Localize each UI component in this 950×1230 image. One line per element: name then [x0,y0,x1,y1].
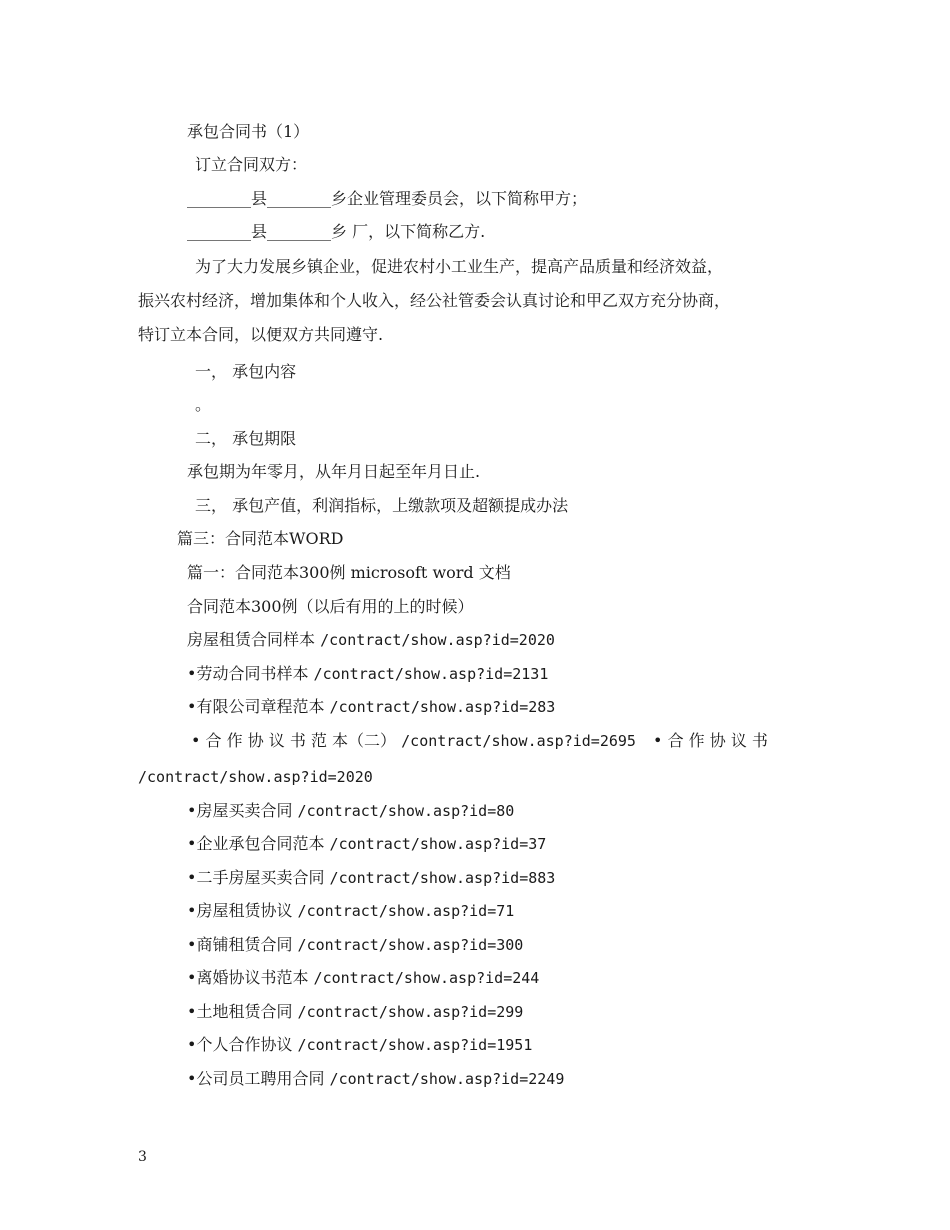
purpose-line-1: 为了大力发展乡镇企业，促进农村小工业生产，提高产品质量和经济效益， [195,257,724,276]
collection-title: 合同范本300例（以后有用的上的时候） [187,597,474,616]
list-item-url[interactable]: /contract/show.asp?id=244 [313,969,540,987]
list-item-label: • 合 作 协 议 书 范 本（二） [191,731,397,750]
list-item [191,730,768,752]
list-item-url[interactable]: /contract/show.asp?id=37 [329,835,547,853]
list-item-url[interactable]: /contract/show.asp?id=2695 [401,732,636,750]
list-item-label: •二手房屋买卖合同 [187,868,325,887]
chapter-3-heading: 篇三：合同范本WORD [177,529,344,548]
list-item-url[interactable]: /contract/show.asp?id=299 [297,1003,524,1021]
list-item-label: •劳动合同书样本 [187,664,309,683]
list-item [187,1034,532,1056]
list-item-url[interactable]: /contract/show.asp?id=2020 [138,768,373,786]
list-item-url[interactable]: /contract/show.asp?id=300 [297,936,524,954]
list-item [187,696,555,718]
party-b-line: ________县________乡 厂，以下简称乙方. [187,222,486,241]
list-item [187,934,523,956]
list-item-url[interactable]: /contract/show.asp?id=2020 [320,631,555,649]
list-item-url[interactable]: /contract/show.asp?id=2131 [313,665,549,683]
purpose-line-3: 特订立本合同，以便双方共同遵守. [138,325,384,344]
section-2-body: 承包期为年零月，从年月日起至年月日止. [187,462,481,481]
list-item-label: •房屋买卖合同 [187,801,293,820]
section-2-heading: 二， 承包期限 [195,429,297,448]
list-item-label: •个人合作协议 [187,1035,293,1054]
list-item-label: •企业承包合同范本 [187,834,325,853]
list-item [187,1068,564,1090]
chapter-1-heading: 篇一：合同范本300例 microsoft word 文档 [187,563,511,582]
list-item-label: •商铺租赁合同 [187,935,293,954]
page-number: 3 [138,1149,147,1165]
list-item-label: •公司员工聘用合同 [187,1069,325,1088]
list-item [187,833,546,855]
parties-heading: 订立合同双方： [195,155,308,174]
list-item-url[interactable]: /contract/show.asp?id=80 [297,802,515,820]
list-item-label: •离婚协议书范本 [187,968,309,987]
list-item [187,629,555,651]
contract-title: 承包合同书（1） [187,122,310,141]
list-item [187,1001,523,1023]
list-item-label: •有限公司章程范本 [187,697,325,716]
list-item [187,900,514,922]
list-item-url[interactable]: /contract/show.asp?id=1951 [297,1036,533,1054]
list-item [187,967,539,989]
purpose-line-2: 振兴农村经济，增加集体和个人收入，经公社管委会认真讨论和甲乙双方充分协商， [138,291,731,310]
list-item-label: •土地租赁合同 [187,1002,293,1021]
list-item-continuation [138,766,373,788]
list-item-label: 房屋租赁合同样本 [187,630,316,649]
list-item [187,867,555,889]
list-item-label: •房屋租赁协议 [187,901,293,920]
list-item [187,663,548,685]
section-1-heading: 一， 承包内容 [195,362,297,381]
list-item-url[interactable]: /contract/show.asp?id=2249 [329,1070,565,1088]
list-item-url[interactable]: /contract/show.asp?id=283 [329,698,556,716]
list-item-label: • 合 作 协 议 书 [653,731,768,750]
list-item-url[interactable]: /contract/show.asp?id=71 [297,902,515,920]
section-3-heading: 三， 承包产值，利润指标，上缴款项及超额提成办法 [195,496,569,515]
list-item [187,800,514,822]
party-a-line: ________县________乡企业管理委员会，以下简称甲方； [187,189,588,208]
section-1-body: 。 [195,395,212,414]
list-item-url[interactable]: /contract/show.asp?id=883 [329,869,556,887]
